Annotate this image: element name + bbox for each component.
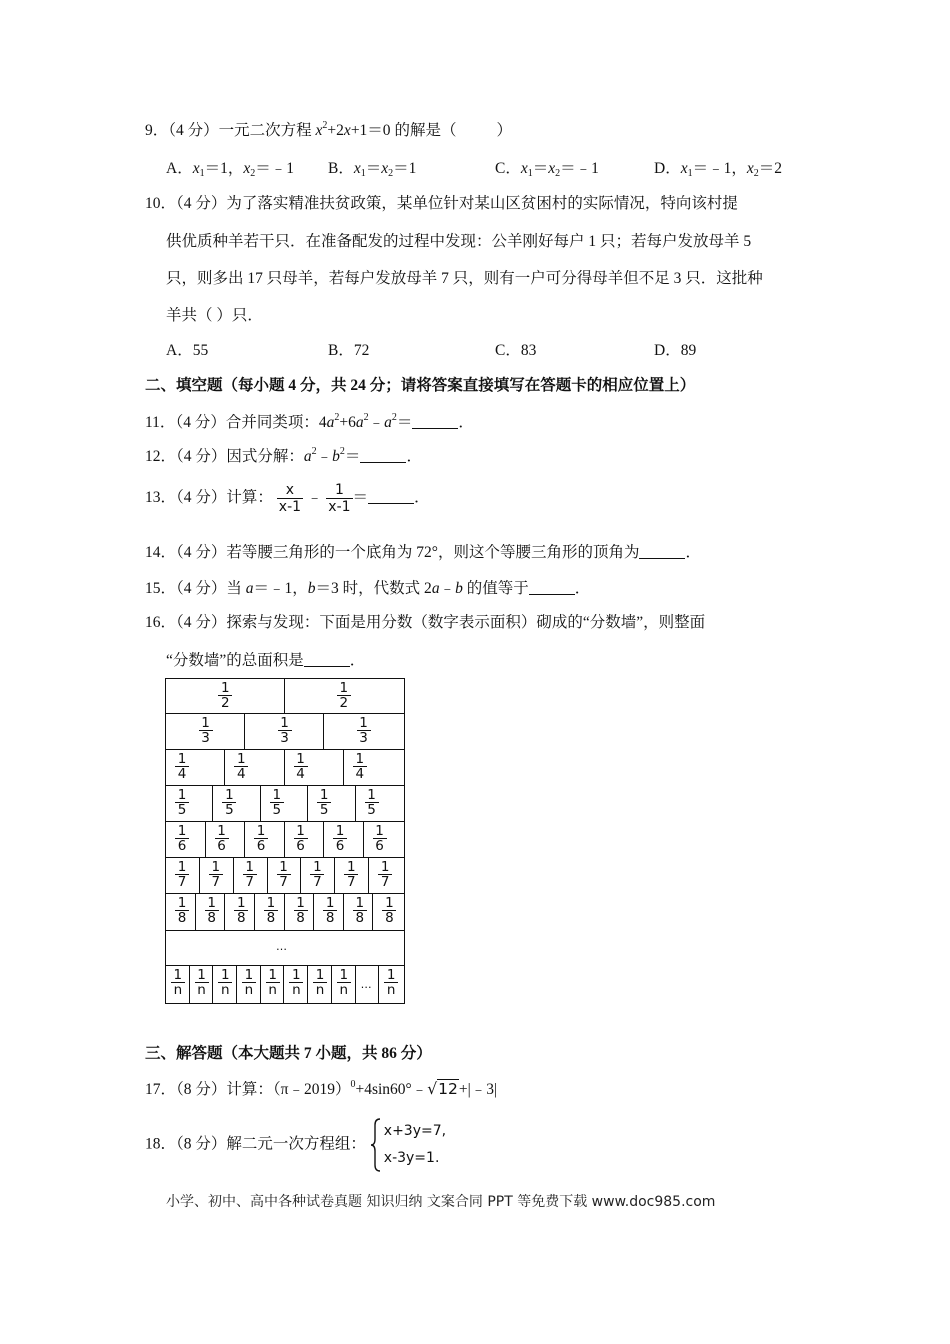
wall-row-8 (166, 894, 404, 931)
q9-option-d: D．$x_1=﹣1$，$x_2=2$ (654, 160, 783, 179)
wall-fraction: 1 n (171, 968, 185, 997)
wall-row-5 (166, 786, 404, 822)
q10-option-c: C．83 (495, 342, 537, 359)
wall-fraction: 1 6 (215, 824, 229, 853)
question-16: 16．（4 分）探索与发现：下面是用分数（数字表示面积）砌成的“分数墙”，则整面 (145, 614, 706, 631)
question-13: 13．（4 分）计算： $\frac{x}{x-1}$ ﹣ $\frac{1}{x-1}$ ＝ ． (145, 482, 430, 515)
wall-fraction: 1 7 (310, 860, 324, 889)
wall-fraction: 1 n (289, 968, 303, 997)
wall-fraction: 1 7 (378, 860, 392, 889)
q10-option-b: B．72 (328, 342, 370, 359)
wall-fraction: 1 7 (209, 860, 223, 889)
wall-fraction: 1 8 (323, 896, 337, 925)
fraction-x-over-x-minus-1: $\frac{x}{x-1}$ (278, 482, 302, 515)
wall-fraction: 1 n (218, 968, 232, 997)
wall-fraction: 1 5 (175, 788, 189, 817)
section-3-heading: 三、解答题（本大题共 7 小题，共 86 分） (145, 1045, 432, 1062)
wall-fraction: 1 7 (277, 860, 291, 889)
wall-fraction: 1 4 (294, 752, 308, 781)
question-14: 14．（4 分）若等腰三角形的一个底角为 72°，则这个等腰三角形的顶角为 ． (145, 544, 701, 561)
wall-row-n (166, 966, 404, 1003)
wall-cell (261, 786, 308, 821)
wall-fraction: 1 8 (234, 896, 248, 925)
wall-ellipsis: … (360, 978, 372, 991)
wall-fraction: 1 8 (353, 896, 367, 925)
wall-fraction: 1 8 (382, 896, 396, 925)
question-16-line-2: “分数墙”的总面积是 ． (166, 652, 366, 669)
wall-fraction: 1 7 (175, 860, 189, 889)
wall-row-3 (166, 714, 404, 750)
wall-fraction: 1 3 (357, 716, 371, 745)
wall-fraction: 1 6 (373, 824, 387, 853)
wall-fraction: 1 6 (294, 824, 308, 853)
question-10-line-4: 羊共（ ）只． (166, 307, 263, 324)
wall-row-6 (166, 822, 404, 858)
q9-option-a: A．$x_1=1$，$x_2=﹣1$ (166, 160, 295, 179)
square-root-12: √12 (427, 1080, 458, 1098)
wall-cell (166, 786, 213, 821)
wall-fraction: 1 6 (254, 824, 268, 853)
wall-fraction: 1 n (337, 968, 351, 997)
wall-fraction: 1 8 (264, 896, 278, 925)
question-10: 10．（4 分）为了落实精准扶贫政策，某单位针对某山区贫困村的实际情况，特向该村提 (145, 195, 738, 212)
wall-row-2 (166, 679, 404, 714)
wall-fraction: 1 n (384, 968, 398, 997)
question-9: 9．（4 分）一元二次方程 $x^2+2x+1=0$ 的解是（ ） (145, 120, 512, 139)
question-17: 17．（8 分）计算：（π﹣2019）$^0$+4sin60°﹣√12+|﹣3| (145, 1079, 498, 1098)
wall-fraction: 1 7 (344, 860, 358, 889)
wall-fraction: 1 2 (337, 681, 351, 710)
wall-row-ellipsis (166, 931, 404, 966)
fraction-1-over-x-minus-1: $\frac{1}{x-1}$ (328, 482, 351, 515)
question-12: 12．（4 分）因式分解：$a^2﹣b^2=$ ． (145, 446, 422, 465)
wall-fraction: 1 5 (365, 788, 379, 817)
wall-fraction: 1 2 (218, 681, 232, 710)
wall-fraction: 1 n (242, 968, 256, 997)
fraction-wall (165, 678, 405, 1004)
question-15: 15．（4 分）当 a＝﹣1，b＝3 时，代数式 2a﹣b 的值等于 ． (145, 580, 591, 597)
wall-fraction: 1 4 (234, 752, 248, 781)
q10-option-a: A．55 (166, 342, 209, 359)
wall-fraction: 1 4 (353, 752, 367, 781)
wall-fraction: 1 6 (175, 824, 189, 853)
equation-2: x-3y=1. (383, 1150, 440, 1166)
equation-1: x+3y=7, (383, 1123, 447, 1139)
question-10-line-2: 供优质种羊若干只．在准备配发的过程中发现：公羊刚好每户 1 只；若每户发放母羊 5 (166, 233, 752, 250)
wall-row-7 (166, 858, 404, 894)
wall-fraction: 1 n (313, 968, 327, 997)
wall-cell (213, 786, 260, 821)
wall-cell (308, 786, 355, 821)
question-11: 11．（4 分）合并同类项：$4a^2+6a^2﹣a^2=$ ． (145, 412, 474, 431)
wall-fraction: 1 5 (270, 788, 284, 817)
wall-ellipsis: … (276, 940, 287, 953)
question-18: 18．（8 分）解二元一次方程组： x+3y=7, x-3y=1. (145, 1118, 446, 1172)
q10-option-d: D．89 (654, 342, 697, 359)
wall-fraction: 1 3 (199, 716, 213, 745)
equation-system (370, 1118, 446, 1172)
wall-fraction: 1 n (195, 968, 209, 997)
wall-fraction: 1 3 (278, 716, 292, 745)
wall-fraction: 1 n (266, 968, 280, 997)
q9-option-c: C．$x_1=x_2=﹣1$ (495, 160, 599, 179)
wall-fraction: 1 8 (175, 896, 189, 925)
footer-text: 小学、初中、高中各种试卷真题 知识归纳 文案合同 PPT 等免费下载 www.doc985.com (166, 1194, 716, 1210)
wall-fraction: 1 7 (243, 860, 257, 889)
wall-fraction: 1 5 (222, 788, 236, 817)
wall-row-4 (166, 750, 404, 786)
wall-fraction: 1 8 (294, 896, 308, 925)
q9-option-b: B．$x_1=x_2=1$ (328, 160, 417, 179)
wall-fraction: 1 4 (175, 752, 189, 781)
question-10-line-3: 只，则多出 17 只母羊，若每户发放母羊 7 只，则有一户可分得母羊但不足 3 只．这批种 (166, 270, 763, 287)
wall-fraction: 1 6 (333, 824, 347, 853)
wall-cell (356, 786, 403, 821)
section-2-heading: 二、填空题（每小题 4 分，共 24 分；请将答案直接填写在答题卡的相应位置上） (145, 377, 696, 394)
left-brace-icon (370, 1118, 382, 1172)
wall-fraction: 1 5 (317, 788, 331, 817)
wall-fraction: 1 8 (205, 896, 219, 925)
